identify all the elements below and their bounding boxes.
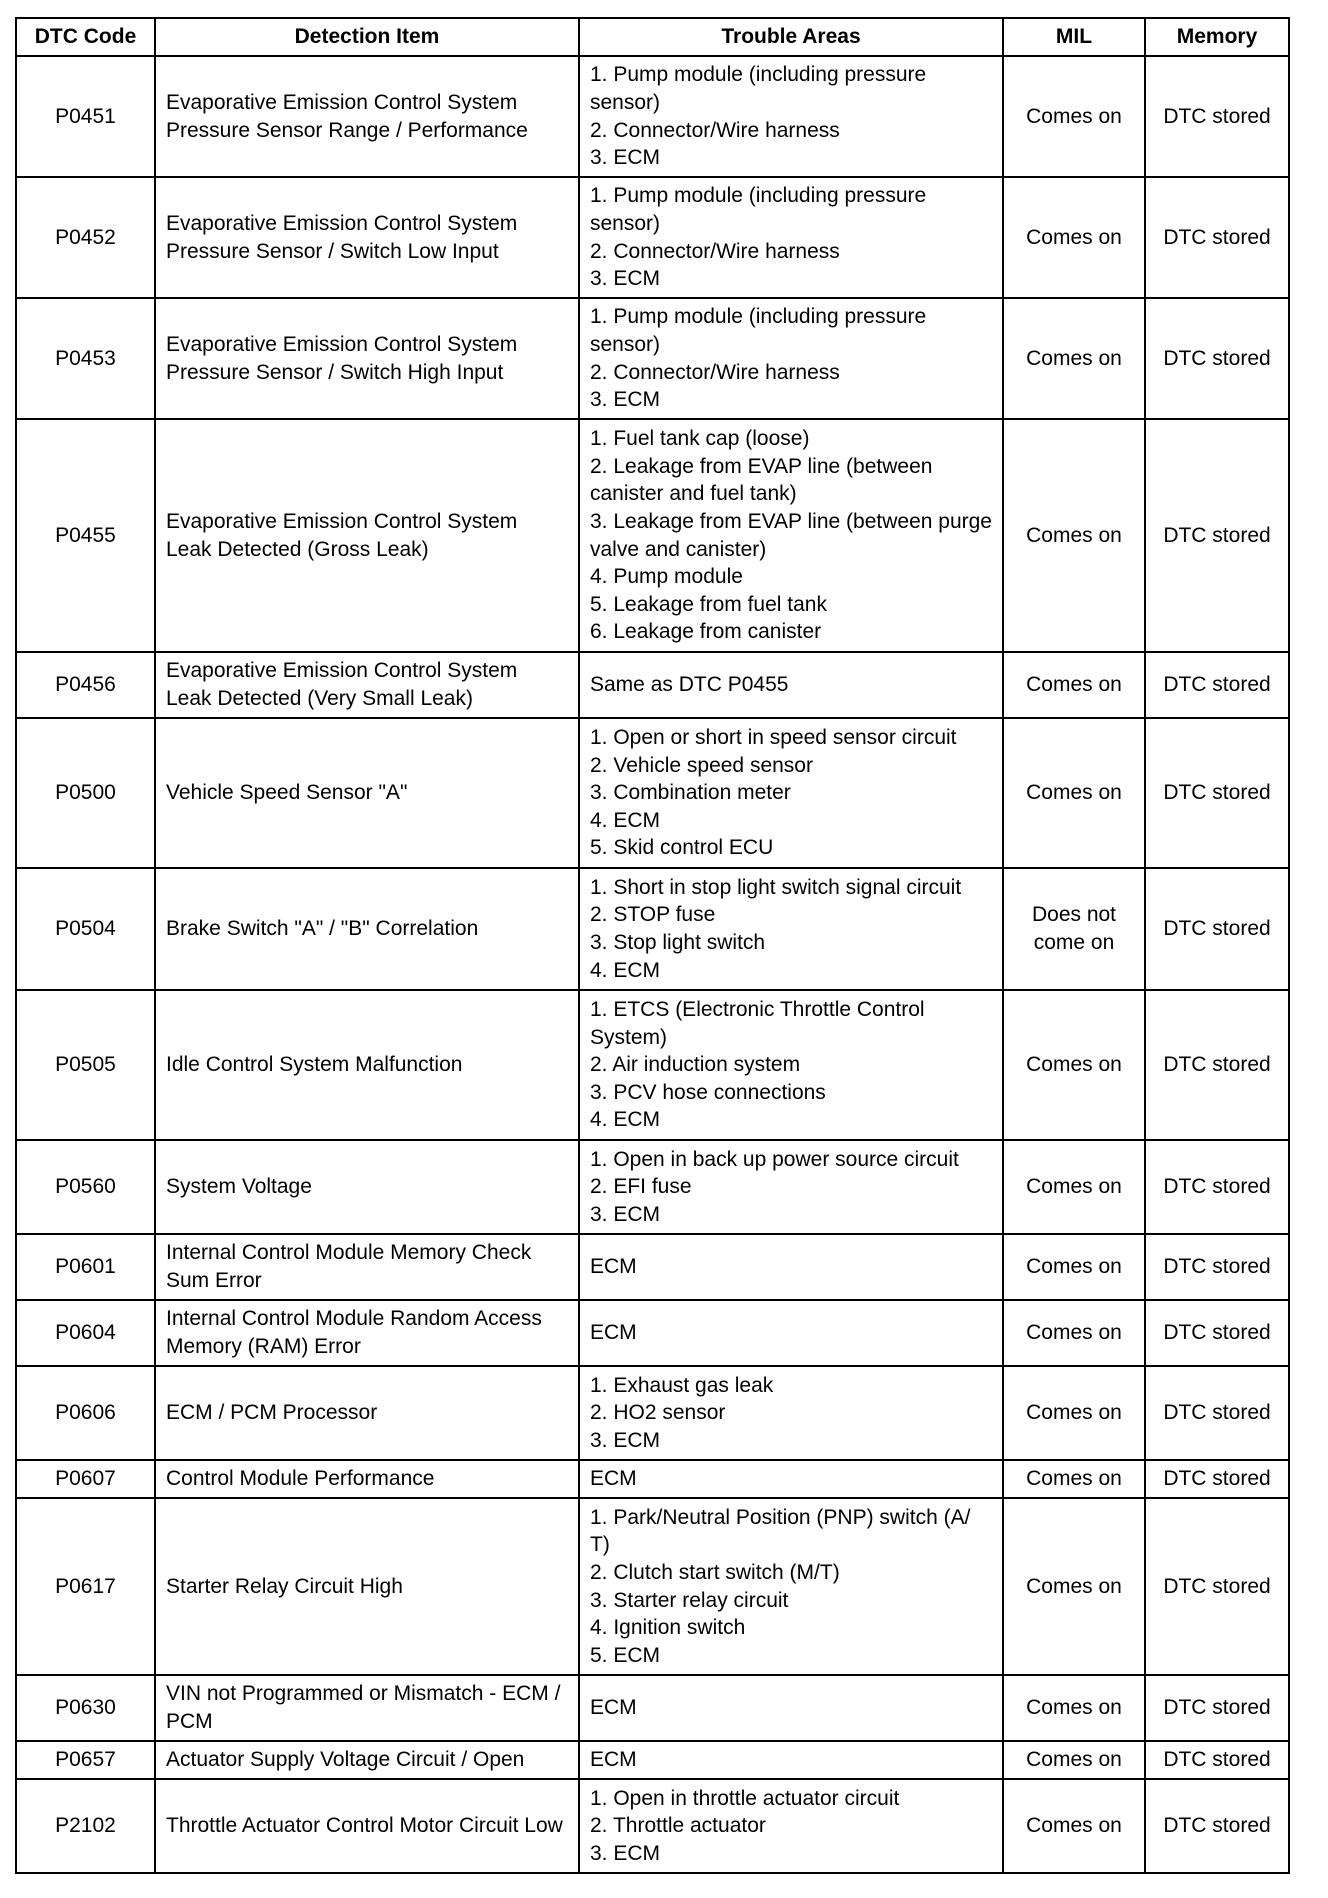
dtc-code-cell: P0451 bbox=[16, 56, 155, 177]
trouble-area-item: 6. Leakage from canister bbox=[590, 620, 822, 644]
dtc-code-cell: P0560 bbox=[16, 1140, 155, 1234]
trouble-area-item: 3. ECM bbox=[590, 1841, 661, 1865]
table-row bbox=[16, 718, 1289, 868]
memory-cell: DTC stored bbox=[1145, 1498, 1289, 1675]
trouble-area-item: 3. ECM bbox=[590, 267, 661, 291]
detection-item-cell: Evaporative Emission Control System Leak Detected (Gross Leak) bbox=[155, 419, 579, 652]
dtc-code-cell: P0504 bbox=[16, 868, 155, 990]
header-mil: MIL bbox=[1003, 18, 1145, 56]
trouble-areas-cell bbox=[579, 990, 1003, 1140]
detection-item-cell: Internal Control Module Memory Check Sum Error bbox=[155, 1234, 579, 1300]
table-row bbox=[16, 177, 1289, 298]
trouble-area-item: 2. STOP fuse bbox=[590, 903, 716, 927]
memory-cell: DTC stored bbox=[1145, 419, 1289, 652]
table-row bbox=[16, 1675, 1289, 1741]
detection-item-cell: VIN not Programmed or Mismatch - ECM / PCM bbox=[155, 1675, 579, 1741]
memory-cell: DTC stored bbox=[1145, 1140, 1289, 1234]
trouble-areas-cell bbox=[579, 868, 1003, 990]
trouble-areas-cell bbox=[579, 718, 1003, 868]
trouble-areas-cell bbox=[579, 1779, 1003, 1873]
trouble-areas-cell bbox=[579, 652, 1003, 718]
table-row bbox=[16, 1140, 1289, 1234]
table-row bbox=[16, 1460, 1289, 1498]
dtc-code-cell: P0453 bbox=[16, 298, 155, 419]
table-row bbox=[16, 1300, 1289, 1366]
trouble-areas-cell bbox=[579, 419, 1003, 652]
trouble-area-item: 3. ECM bbox=[590, 1428, 661, 1452]
detection-item-cell: Starter Relay Circuit High bbox=[155, 1498, 579, 1675]
header-row bbox=[16, 18, 1289, 56]
table-row bbox=[16, 868, 1289, 990]
table-row bbox=[16, 1234, 1289, 1300]
memory-cell: DTC stored bbox=[1145, 56, 1289, 177]
trouble-area-item: 3. PCV hose connections bbox=[590, 1080, 826, 1104]
trouble-area-item: 1. Pump module (including pressure sensor) bbox=[590, 184, 927, 235]
dtc-code-cell: P0607 bbox=[16, 1460, 155, 1498]
dtc-code-cell: P2102 bbox=[16, 1779, 155, 1873]
trouble-area-item: 1. Exhaust gas leak bbox=[590, 1373, 774, 1397]
trouble-area-item: 3. ECM bbox=[590, 388, 661, 412]
dtc-code-cell: P0500 bbox=[16, 718, 155, 868]
trouble-area-item: 1. Open or short in speed sensor circuit bbox=[590, 726, 957, 750]
memory-cell: DTC stored bbox=[1145, 1779, 1289, 1873]
trouble-areas-cell bbox=[579, 1741, 1003, 1779]
trouble-area-item: 2. EFI fuse bbox=[590, 1175, 692, 1199]
mil-cell: Comes on bbox=[1003, 1498, 1145, 1675]
detection-item-cell: System Voltage bbox=[155, 1140, 579, 1234]
trouble-area-item: 2. Throttle actuator bbox=[590, 1814, 766, 1838]
table-row bbox=[16, 419, 1289, 652]
trouble-area-item: ECM bbox=[590, 1748, 637, 1772]
detection-item-cell: Evaporative Emission Control System Pressure Sensor Range / Performance bbox=[155, 56, 579, 177]
header-detection-item: Detection Item bbox=[155, 18, 579, 56]
trouble-area-item: 1. Park/Neutral Position (PNP) switch (A/ T) bbox=[590, 1505, 971, 1557]
trouble-area-item: 1. Short in stop light switch signal circuit bbox=[590, 875, 962, 899]
table-row bbox=[16, 990, 1289, 1140]
detection-item-cell: Throttle Actuator Control Motor Circuit Low bbox=[155, 1779, 579, 1873]
dtc-code-cell: P0604 bbox=[16, 1300, 155, 1366]
trouble-area-item: 4. ECM bbox=[590, 958, 661, 982]
memory-cell: DTC stored bbox=[1145, 868, 1289, 990]
table-body bbox=[16, 56, 1289, 1873]
trouble-area-item: 2. Leakage from EVAP line (between canister and fuel tank) bbox=[590, 454, 933, 506]
mil-cell: Comes on bbox=[1003, 1460, 1145, 1498]
dtc-code-cell: P0617 bbox=[16, 1498, 155, 1675]
detection-item-cell: Evaporative Emission Control System Pressure Sensor / Switch High Input bbox=[155, 298, 579, 419]
trouble-area-item: 3. ECM bbox=[590, 1202, 661, 1226]
trouble-areas-cell bbox=[579, 1366, 1003, 1460]
trouble-area-item: 1. Pump module (including pressure sensor) bbox=[590, 63, 927, 114]
mil-cell: Comes on bbox=[1003, 1741, 1145, 1779]
memory-cell: DTC stored bbox=[1145, 652, 1289, 718]
memory-cell: DTC stored bbox=[1145, 718, 1289, 868]
trouble-area-item: 2. Vehicle speed sensor bbox=[590, 753, 813, 777]
memory-cell: DTC stored bbox=[1145, 1675, 1289, 1741]
trouble-area-item: ECM bbox=[590, 1321, 637, 1345]
mil-cell: Comes on bbox=[1003, 1366, 1145, 1460]
trouble-area-item: Same as DTC P0455 bbox=[590, 673, 789, 697]
trouble-area-item: 1. Pump module (including pressure sensor) bbox=[590, 305, 927, 356]
trouble-areas-cell bbox=[579, 177, 1003, 298]
dtc-code-cell: P0630 bbox=[16, 1675, 155, 1741]
trouble-area-item: 5. Skid control ECU bbox=[590, 836, 774, 860]
dtc-code-cell: P0505 bbox=[16, 990, 155, 1140]
detection-item-cell: Evaporative Emission Control System Pressure Sensor / Switch Low Input bbox=[155, 177, 579, 298]
table-row bbox=[16, 1741, 1289, 1779]
trouble-area-item: 2. Connector/Wire harness bbox=[590, 239, 840, 263]
trouble-area-item: ECM bbox=[590, 1696, 637, 1720]
trouble-areas-cell bbox=[579, 1140, 1003, 1234]
header-dtc-code: DTC Code bbox=[16, 18, 155, 56]
trouble-area-item: 5. Leakage from fuel tank bbox=[590, 592, 827, 616]
memory-cell: DTC stored bbox=[1145, 1366, 1289, 1460]
trouble-area-item: 3. Starter relay circuit bbox=[590, 1588, 789, 1612]
memory-cell: DTC stored bbox=[1145, 990, 1289, 1140]
trouble-area-item: 3. ECM bbox=[590, 146, 661, 170]
trouble-area-item: 2. HO2 sensor bbox=[590, 1401, 726, 1425]
trouble-areas-cell bbox=[579, 56, 1003, 177]
header-memory: Memory bbox=[1145, 18, 1289, 56]
mil-cell: Comes on bbox=[1003, 1234, 1145, 1300]
memory-cell: DTC stored bbox=[1145, 1741, 1289, 1779]
trouble-areas-cell bbox=[579, 298, 1003, 419]
table-row bbox=[16, 652, 1289, 718]
mil-cell: Comes on bbox=[1003, 419, 1145, 652]
mil-cell: Comes on bbox=[1003, 1779, 1145, 1873]
trouble-area-item: ECM bbox=[590, 1467, 637, 1491]
detection-item-cell: Actuator Supply Voltage Circuit / Open bbox=[155, 1741, 579, 1779]
detection-item-cell: Internal Control Module Random Access Memory (RAM) Error bbox=[155, 1300, 579, 1366]
trouble-areas-cell bbox=[579, 1460, 1003, 1498]
mil-cell: Comes on bbox=[1003, 177, 1145, 298]
trouble-area-item: 2. Connector/Wire harness bbox=[590, 360, 840, 384]
trouble-area-item: 1. ETCS (Electronic Throttle Control System) bbox=[590, 998, 925, 1049]
trouble-area-item: 3. Stop light switch bbox=[590, 931, 766, 954]
detection-item-cell: Vehicle Speed Sensor "A" bbox=[155, 718, 579, 868]
memory-cell: DTC stored bbox=[1145, 1234, 1289, 1300]
detection-item-cell: Evaporative Emission Control System Leak Detected (Very Small Leak) bbox=[155, 652, 579, 718]
mil-cell: Comes on bbox=[1003, 1675, 1145, 1741]
memory-cell: DTC stored bbox=[1145, 1460, 1289, 1498]
mil-cell: Comes on bbox=[1003, 56, 1145, 177]
mil-cell: Comes on bbox=[1003, 1300, 1145, 1366]
mil-cell: Comes on bbox=[1003, 652, 1145, 718]
header-trouble-areas: Trouble Areas bbox=[579, 18, 1003, 56]
dtc-code-cell: P0455 bbox=[16, 419, 155, 652]
dtc-code-cell: P0456 bbox=[16, 652, 155, 718]
trouble-areas-cell bbox=[579, 1300, 1003, 1366]
mil-cell: Comes on bbox=[1003, 718, 1145, 868]
trouble-areas-cell bbox=[579, 1675, 1003, 1741]
mil-cell: Comes on bbox=[1003, 990, 1145, 1140]
dtc-code-cell: P0657 bbox=[16, 1741, 155, 1779]
trouble-area-item: ECM bbox=[590, 1255, 637, 1279]
trouble-area-item: 3. Combination meter bbox=[590, 781, 791, 805]
memory-cell: DTC stored bbox=[1145, 177, 1289, 298]
dtc-code-cell: P0606 bbox=[16, 1366, 155, 1460]
table-row bbox=[16, 56, 1289, 177]
trouble-area-item: 1. Fuel tank cap (loose) bbox=[590, 427, 810, 451]
trouble-area-item: 5. ECM bbox=[590, 1643, 661, 1667]
dtc-code-cell: P0452 bbox=[16, 177, 155, 298]
table-row bbox=[16, 1366, 1289, 1460]
mil-cell: Comes on bbox=[1003, 298, 1145, 419]
trouble-area-item: 1. Open in throttle actuator circuit bbox=[590, 1786, 900, 1810]
memory-cell: DTC stored bbox=[1145, 298, 1289, 419]
trouble-area-item: 1. Open in back up power source circuit bbox=[590, 1147, 959, 1171]
dtc-code-cell: P0601 bbox=[16, 1234, 155, 1300]
dtc-table bbox=[15, 17, 1290, 1874]
detection-item-cell: Idle Control System Malfunction bbox=[155, 990, 579, 1140]
detection-item-cell: Brake Switch "A" / "B" Correlation bbox=[155, 868, 579, 990]
trouble-area-item: 4. Ignition switch bbox=[590, 1616, 746, 1640]
detection-item-cell: Control Module Performance bbox=[155, 1460, 579, 1498]
trouble-area-item: 4. ECM bbox=[590, 1108, 661, 1132]
trouble-area-item: 4. Pump module bbox=[590, 565, 743, 589]
trouble-area-item: 2. Clutch start switch (M/T) bbox=[590, 1560, 840, 1584]
memory-cell: DTC stored bbox=[1145, 1300, 1289, 1366]
trouble-areas-cell bbox=[579, 1498, 1003, 1675]
table-row bbox=[16, 1498, 1289, 1675]
table-row bbox=[16, 1779, 1289, 1873]
table-row bbox=[16, 298, 1289, 419]
mil-cell: Does not come on bbox=[1003, 868, 1145, 990]
detection-item-cell: ECM / PCM Processor bbox=[155, 1366, 579, 1460]
trouble-area-item: 3. Leakage from EVAP line (between purge valve and canister) bbox=[590, 509, 992, 561]
trouble-areas-cell bbox=[579, 1234, 1003, 1300]
mil-cell: Comes on bbox=[1003, 1140, 1145, 1234]
trouble-area-item: 2. Connector/Wire harness bbox=[590, 118, 840, 142]
trouble-area-item: 4. ECM bbox=[590, 808, 661, 832]
trouble-area-item: 2. Air induction system bbox=[590, 1053, 801, 1077]
